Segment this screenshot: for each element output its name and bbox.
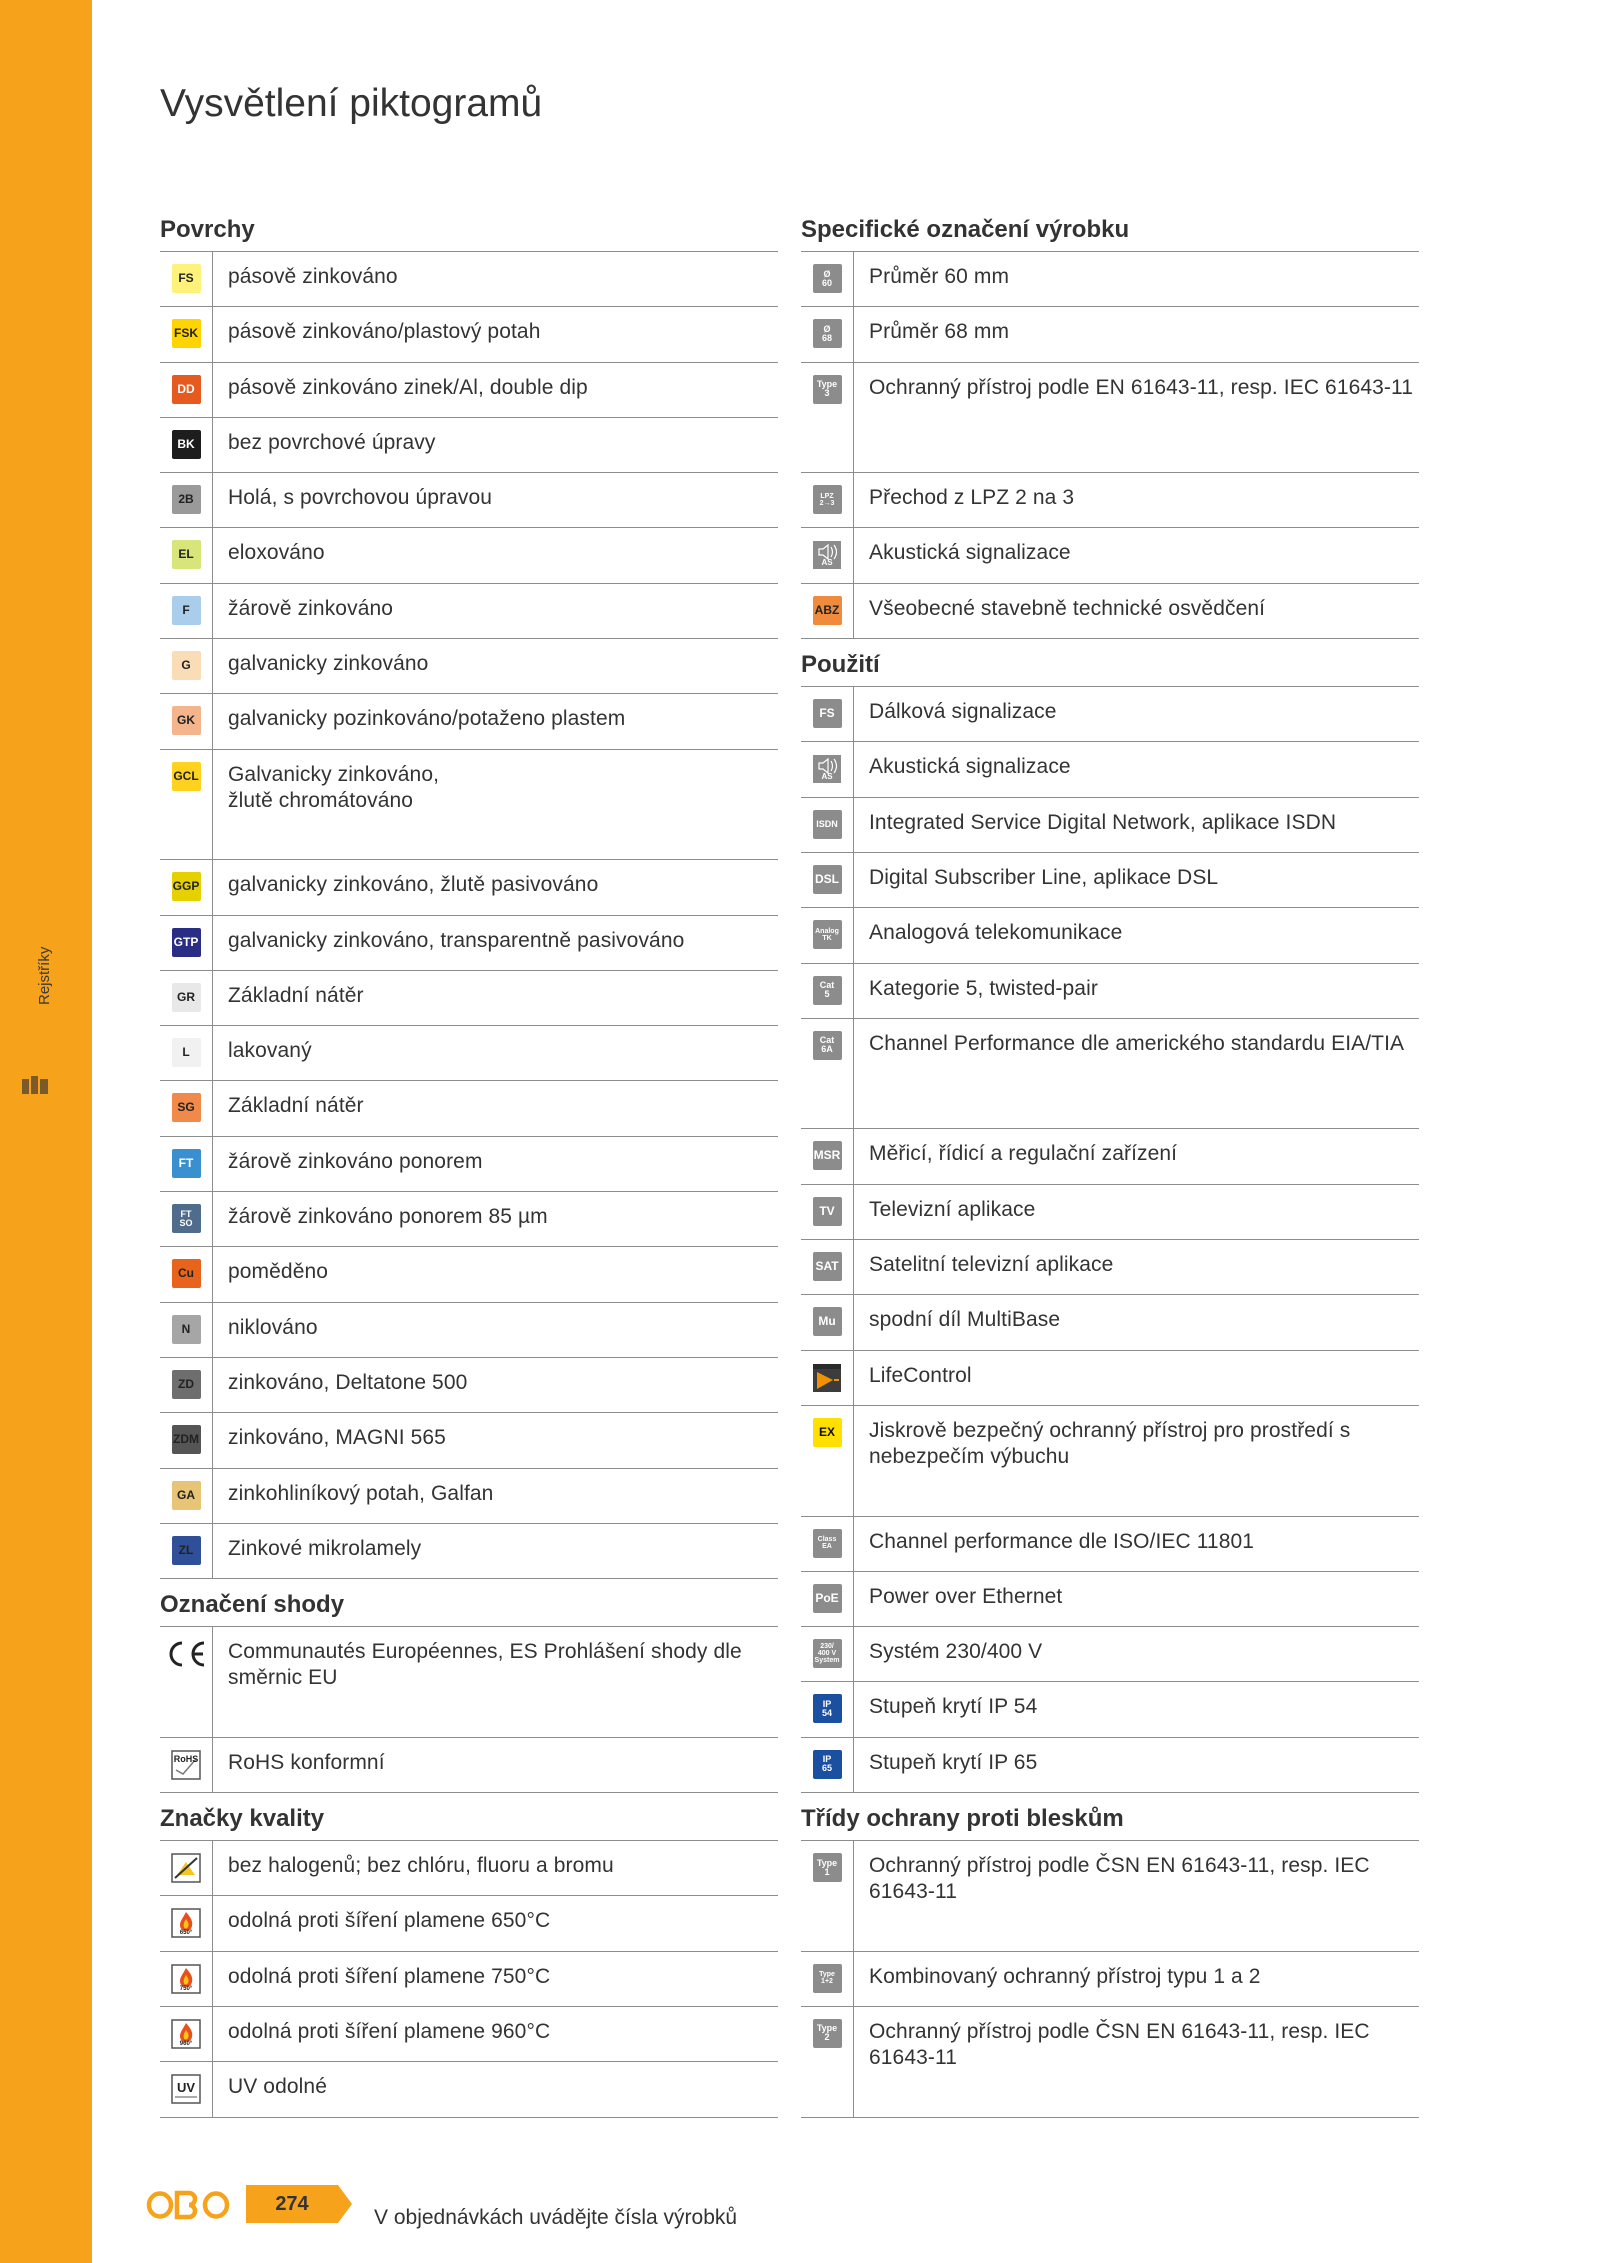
section-title: Označení shody — [160, 1583, 778, 1627]
legend-row — [160, 1137, 778, 1192]
badge-fsk: FSK — [172, 319, 201, 348]
legend-text: Channel Performance dle amerického standardu EIA/TIA — [869, 1031, 1405, 1055]
legend-text: galvanicky pozinkováno/potaženo plastem — [228, 707, 626, 731]
acoustic-signal-icon — [812, 540, 842, 575]
legend-row — [160, 1413, 778, 1468]
pictogram-cell — [801, 908, 854, 962]
legend-row — [160, 528, 778, 583]
pictogram-cell — [160, 916, 213, 970]
pictogram-cell — [160, 1026, 213, 1080]
badge-n: N — [172, 1315, 201, 1344]
badge-cu: Cu — [172, 1259, 201, 1288]
legend-text: zinkováno, MAGNI 565 — [228, 1426, 446, 1450]
icon-mark-text: 750° — [179, 1985, 193, 1992]
pictogram-cell — [160, 1738, 213, 1792]
legend-row — [160, 916, 778, 971]
legend-row — [160, 1524, 778, 1579]
icon-mark-text: 650° — [179, 1930, 193, 1937]
legend-row — [160, 1026, 778, 1081]
legend-text: Holá, s povrchovou úpravou — [228, 486, 493, 510]
legend-text: Základní nátěr — [228, 983, 364, 1007]
pictogram-cell — [160, 1081, 213, 1135]
rohs-icon — [171, 1750, 201, 1785]
badge-f: F — [172, 596, 201, 625]
badge-60: Ø 60 — [813, 264, 842, 293]
pictogram-cell — [160, 1469, 213, 1523]
pictogram-cell — [160, 1137, 213, 1191]
pictogram-cell — [801, 687, 854, 741]
pictogram-cell — [160, 1627, 213, 1737]
badge-class-ea: Class EA — [813, 1529, 842, 1558]
legend-row — [160, 363, 778, 418]
section-title: Specifické označení výrobku — [801, 208, 1419, 252]
badge-2b: 2B — [172, 485, 201, 514]
legend-text: Základní nátěr — [228, 1094, 364, 1118]
badge-68: Ø 68 — [813, 319, 842, 348]
legend-row — [160, 1192, 778, 1247]
legend-row — [160, 1952, 778, 2007]
legend-text: Dálková signalizace — [869, 700, 1057, 724]
legend-text: Integrated Service Digital Network, aplikace ISDN — [869, 810, 1337, 834]
pictogram-cell — [801, 1517, 854, 1571]
legend-text: bez povrchové úpravy — [228, 430, 436, 454]
pictogram-cell — [801, 1572, 854, 1626]
badge-el: EL — [172, 540, 201, 569]
flame-750-icon — [171, 1964, 201, 1999]
legend-text: UV odolné — [228, 2075, 327, 2099]
pictogram-cell — [801, 1351, 854, 1405]
pictogram-cell — [801, 1129, 854, 1183]
legend-text: Kombinovaný ochranný přístroj typu 1 a 2 — [869, 1964, 1261, 1988]
legend-text: odolná proti šíření plamene 960°C — [228, 2019, 551, 2043]
legend-text: Akustická signalizace — [869, 541, 1071, 565]
legend-text: Měřicí, řídicí a regulační zařízení — [869, 1142, 1178, 1166]
legend-text: Akustická signalizace — [869, 755, 1071, 779]
legend-text: Power over Ethernet — [869, 1584, 1063, 1608]
pictogram-cell — [801, 964, 854, 1018]
section-znacky-kvality — [160, 1797, 778, 2117]
legend-text: Digital Subscriber Line, aplikace DSL — [869, 865, 1219, 889]
legend-row — [801, 853, 1419, 908]
legend-text: bez halogenů; bez chlóru, fluoru a bromu — [228, 1854, 614, 1878]
pictogram-cell — [801, 1185, 854, 1239]
badge-analog-tk: Analog TK — [813, 920, 842, 949]
legend-row — [801, 2007, 1419, 2118]
badge-cat-5: Cat 5 — [813, 976, 842, 1005]
legend-row — [160, 971, 778, 1026]
uv-resistant-icon — [171, 2074, 201, 2109]
badge-gtp: GTP — [172, 928, 201, 957]
sidebar-label: Rejstříky — [36, 946, 53, 1005]
badge-fs: FS — [813, 699, 842, 728]
legend-row — [801, 1019, 1419, 1130]
pictogram-cell — [160, 750, 213, 860]
badge-sg: SG — [172, 1093, 201, 1122]
legend-text: odolná proti šíření plamene 750°C — [228, 1964, 551, 1988]
legend-text: Ochranný přístroj podle EN 61643-11, resp. IEC 61643-11 — [869, 375, 1414, 399]
legend-row — [801, 528, 1419, 583]
legend-row — [801, 1295, 1419, 1350]
pictogram-cell — [801, 853, 854, 907]
section-title: Použití — [801, 643, 1419, 687]
legend-row — [160, 252, 778, 307]
legend-row — [801, 1627, 1419, 1682]
legend-text: Kategorie 5, twisted-pair — [869, 976, 1098, 1000]
legend-row — [160, 418, 778, 473]
legend-row — [801, 1240, 1419, 1295]
legend-row — [160, 1841, 778, 1896]
legend-row — [801, 798, 1419, 853]
legend-row — [160, 584, 778, 639]
legend-row — [801, 584, 1419, 639]
badge-fs: FS — [172, 264, 201, 293]
icon-mark-text: UV — [176, 2080, 196, 2096]
pictogram-cell — [160, 1841, 213, 1895]
legend-row — [801, 1185, 1419, 1240]
legend-text: eloxováno — [228, 541, 325, 565]
pictogram-cell — [801, 1240, 854, 1294]
legend-text: Channel performance dle ISO/IEC 11801 — [869, 1529, 1255, 1553]
legend-text: Průměr 68 mm — [869, 320, 1010, 344]
acoustic-signal-icon — [812, 754, 842, 789]
legend-text: Zinkové mikrolamely — [228, 1536, 422, 1560]
legend-row — [801, 742, 1419, 797]
section-tridy-ochrany-proti-bleskum — [801, 1797, 1419, 2117]
pictogram-cell — [801, 1295, 854, 1349]
pictogram-cell — [801, 798, 854, 852]
pictogram-cell — [801, 252, 854, 306]
pictogram-cell — [160, 1358, 213, 1412]
legend-text: odolná proti šíření plamene 650°C — [228, 1909, 551, 1933]
pictogram-cell — [160, 418, 213, 472]
legend-row — [160, 860, 778, 915]
legend-row — [160, 1081, 778, 1136]
legend-text: lakovaný — [228, 1039, 312, 1063]
badge-bk: BK — [172, 430, 201, 459]
legend-text: zinkováno, Deltatone 500 — [228, 1370, 468, 1394]
legend-row — [801, 252, 1419, 307]
badge-tv: TV — [813, 1197, 842, 1226]
legend-row — [160, 1627, 778, 1738]
legend-row — [801, 1406, 1419, 1517]
legend-row — [801, 1129, 1419, 1184]
legend-row — [801, 1351, 1419, 1406]
pictogram-cell — [160, 1896, 213, 1950]
badge-lpz-2-3: LPZ 2→3 — [813, 485, 842, 514]
legend-text: Televizní aplikace — [869, 1197, 1036, 1221]
pictogram-cell — [801, 1738, 854, 1792]
pictogram-cell — [801, 742, 854, 796]
halogen-free-icon — [171, 1853, 201, 1888]
section-oznaceni-shody — [160, 1583, 778, 1793]
flame-650-icon — [171, 1908, 201, 1943]
pictogram-cell — [801, 307, 854, 361]
section-pouziti — [801, 643, 1419, 1793]
obo-logo — [146, 2187, 230, 2223]
legend-text: Satelitní televizní aplikace — [869, 1253, 1114, 1277]
legend-text: pásově zinkováno/plastový potah — [228, 320, 541, 344]
legend-row — [801, 307, 1419, 362]
section-specificke-oznaceni-vyrobku — [801, 208, 1419, 639]
pictogram-cell — [801, 584, 854, 638]
legend-text: Jiskrově bezpečný ochranný přístroj pro prostředí s nebezpečím výbuchu — [869, 1418, 1351, 1468]
icon-mark-text: AS — [821, 558, 833, 568]
pictogram-cell — [801, 1682, 854, 1736]
legend-row — [801, 908, 1419, 963]
badge-ft-so: FT SO — [172, 1204, 201, 1233]
pictogram-cell — [160, 860, 213, 914]
legend-row — [160, 1358, 778, 1413]
badge-type-1-2: Type 1+2 — [813, 1964, 842, 1993]
pictogram-cell — [801, 1019, 854, 1129]
lifecontrol-icon — [812, 1363, 842, 1398]
badge-isdn: ISDN — [813, 810, 842, 839]
legend-row — [160, 2007, 778, 2062]
pictogram-cell — [160, 639, 213, 693]
pictogram-cell — [160, 584, 213, 638]
badge-zdm: ZDM — [172, 1425, 201, 1454]
pictogram-cell — [160, 473, 213, 527]
badge-type-1: Type 1 — [813, 1853, 842, 1882]
badge-gcl: GCL — [172, 762, 201, 791]
legend-text: Přechod z LPZ 2 na 3 — [869, 486, 1075, 510]
badge-g: G — [172, 651, 201, 680]
legend-text: galvanicky zinkováno, žlutě pasivováno — [228, 873, 599, 897]
legend-row — [801, 687, 1419, 742]
badge-abz: ABZ — [813, 596, 842, 625]
icon-mark-text: 960° — [179, 2040, 193, 2047]
legend-row — [160, 1303, 778, 1358]
badge-ggp: GGP — [172, 872, 201, 901]
obo-logo-text: OBO — [188, 2222, 191, 2223]
legend-text: galvanicky zinkováno, transparentně pasivováno — [228, 928, 685, 952]
section-povrchy — [160, 208, 778, 1579]
badge-msr: MSR — [813, 1141, 842, 1170]
legend-text: Systém 230/400 V — [869, 1640, 1043, 1664]
legend-text: Průměr 60 mm — [869, 265, 1010, 288]
flame-960-icon — [171, 2019, 201, 2054]
pictogram-cell — [801, 1841, 854, 1951]
badge-zd: ZD — [172, 1370, 201, 1399]
legend-row — [160, 1896, 778, 1951]
badge-mu: Mu — [813, 1307, 842, 1336]
legend-text: Stupeň krytí IP 65 — [869, 1750, 1038, 1774]
pictogram-cell — [160, 1952, 213, 2006]
catalog-index-icon — [22, 1076, 48, 1094]
legend-text: žárově zinkováno ponorem 85 µm — [228, 1205, 548, 1229]
pictogram-cell — [160, 2062, 213, 2116]
sidebar-bar — [0, 0, 92, 2263]
badge-ip-65: IP 65 — [813, 1750, 842, 1779]
badge-ga: GA — [172, 1481, 201, 1510]
legend-row — [801, 363, 1419, 474]
pictogram-cell — [801, 1406, 854, 1516]
left-column — [160, 208, 778, 2118]
legend-row — [160, 473, 778, 528]
footer-note: V objednávkách uvádějte čísla výrobků — [374, 2206, 738, 2229]
legend-row — [801, 964, 1419, 1019]
pictogram-cell — [160, 1413, 213, 1467]
pictogram-cell — [801, 2007, 854, 2117]
legend-text: niklováno — [228, 1315, 318, 1339]
section-title: Třídy ochrany proti bleskům — [801, 1797, 1419, 1841]
legend-text: spodní díl MultiBase — [869, 1308, 1061, 1332]
legend-row — [160, 2062, 778, 2117]
legend-text: galvanicky zinkováno — [228, 652, 429, 676]
legend-text: žárově zinkováno — [228, 596, 394, 620]
legend-text: Všeobecné stavebně technické osvědčení — [869, 596, 1266, 620]
legend-text: pásově zinkováno — [228, 265, 398, 288]
legend-row — [160, 694, 778, 749]
legend-row — [160, 639, 778, 694]
pictogram-cell — [801, 528, 854, 582]
badge-sat: SAT — [813, 1252, 842, 1281]
section-title: Povrchy — [160, 208, 778, 252]
pictogram-cell — [801, 363, 854, 473]
legend-text: Stupeň krytí IP 54 — [869, 1695, 1038, 1719]
badge-gk: GK — [172, 706, 201, 735]
legend-text: zinkohliníkový potah, Galfan — [228, 1481, 494, 1505]
legend-text: RoHS konformní — [228, 1750, 385, 1774]
legend-row — [801, 1682, 1419, 1737]
legend-row — [160, 1247, 778, 1302]
legend-row — [801, 1517, 1419, 1572]
legend-text: LifeControl — [869, 1363, 972, 1387]
badge-dd: DD — [172, 375, 201, 404]
legend-row — [160, 750, 778, 861]
badge-l: L — [172, 1038, 201, 1067]
legend-text: pásově zinkováno zinek/Al, double dip — [228, 375, 588, 399]
pictogram-cell — [160, 971, 213, 1025]
pictogram-cell — [160, 1524, 213, 1578]
legend-row — [801, 473, 1419, 528]
badge-cat-6a: Cat 6A — [813, 1031, 842, 1060]
icon-mark-text: AS — [821, 772, 833, 782]
legend-text: Analogová telekomunikace — [869, 921, 1123, 945]
legend-row — [801, 1952, 1419, 2007]
legend-row — [160, 307, 778, 362]
pictogram-cell — [160, 252, 213, 306]
badge-ip-54: IP 54 — [813, 1694, 842, 1723]
ce-mark-icon — [164, 1639, 208, 1674]
pictogram-cell — [801, 473, 854, 527]
legend-text: Ochranný přístroj podle ČSN EN 61643-11, resp. IEC 61643-11 — [869, 1854, 1370, 1904]
badge-type-3: Type 3 — [813, 375, 842, 404]
pictogram-cell — [160, 1303, 213, 1357]
pictogram-cell — [801, 1952, 854, 2006]
pictogram-cell — [160, 528, 213, 582]
legend-text: Ochranný přístroj podle ČSN EN 61643-11, resp. IEC 61643-11 — [869, 2019, 1370, 2069]
pictogram-cell — [160, 694, 213, 748]
badge-gr: GR — [172, 983, 201, 1012]
badge-zl: ZL — [172, 1536, 201, 1565]
pictogram-cell — [160, 307, 213, 361]
pictogram-cell — [801, 1627, 854, 1681]
badge-dsl: DSL — [813, 865, 842, 894]
pictogram-cell — [160, 1192, 213, 1246]
pictogram-cell — [160, 363, 213, 417]
badge-ex: EX — [813, 1418, 842, 1447]
badge-230-400-v-system: 230/ 400 V System — [813, 1639, 842, 1668]
page-number: 274 — [275, 2193, 309, 2215]
legend-text: Communautés Européennes, ES Prohlášení shody dle směrnic EU — [228, 1640, 742, 1690]
legend-row — [801, 1572, 1419, 1627]
legend-text: poměděno — [228, 1260, 329, 1284]
section-title: Značky kvality — [160, 1797, 778, 1841]
pictogram-cell — [160, 1247, 213, 1301]
legend-text: Galvanicky zinkováno, žlutě chromátováno — [228, 762, 440, 812]
legend-row — [160, 1469, 778, 1524]
legend-text: žárově zinkováno ponorem — [228, 1149, 483, 1173]
badge-poe: PoE — [813, 1584, 842, 1613]
legend-row — [160, 1738, 778, 1793]
pictogram-cell — [160, 2007, 213, 2061]
legend-row — [801, 1841, 1419, 1952]
badge-type-2: Type 2 — [813, 2019, 842, 2048]
page-title: Vysvětlení piktogramů — [160, 82, 543, 125]
right-column — [801, 208, 1419, 2118]
legend-row — [801, 1738, 1419, 1793]
icon-mark-text: RoHS — [173, 1753, 199, 1764]
badge-ft: FT — [172, 1149, 201, 1178]
